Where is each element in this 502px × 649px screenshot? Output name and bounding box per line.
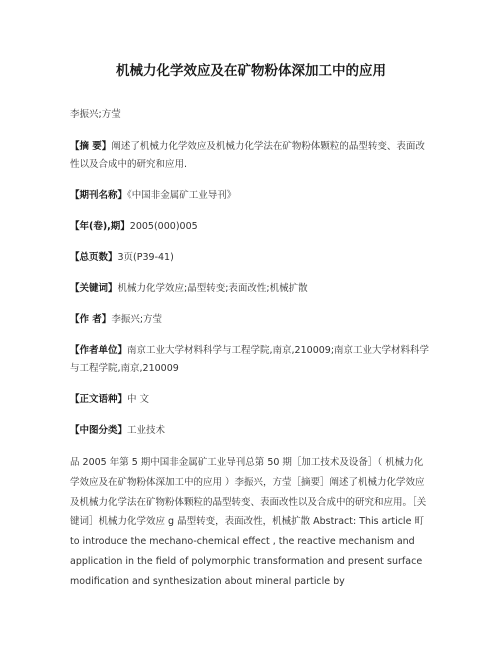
field-label: 【中图分类】	[70, 425, 128, 436]
field-journal	[70, 187, 432, 205]
field-label: 【关键词】	[70, 283, 118, 294]
document-title: 机械力化学效应及在矿物粉体深加工中的应用	[116, 63, 386, 79]
field-label: 【正文语种】	[70, 394, 128, 405]
authors-line: 李振兴;方莹	[70, 109, 121, 120]
field-keywords	[70, 280, 432, 298]
field-label: 【总页数】	[70, 252, 118, 263]
field-value: 《中国非金属矿工业导刊》	[127, 190, 237, 201]
field-label: 【作者单位】	[70, 345, 128, 356]
field-value: 2005(000)005	[129, 221, 198, 232]
field-affiliation	[70, 342, 432, 378]
field-page-count	[70, 249, 432, 267]
field-classification	[70, 422, 432, 440]
field-label: 【作 者】	[70, 314, 112, 325]
field-value: 李振兴;方莹	[111, 314, 163, 325]
field-value: 3页(P39-41)	[117, 252, 174, 263]
field-label: 【期刊名称】	[70, 190, 128, 201]
field-value: 工业技术	[127, 425, 166, 436]
field-language	[70, 391, 432, 409]
field-label: 【摘 要】	[70, 141, 112, 152]
field-value: 南京工业大学材料科学与工程学院,南京,210009;南京工业大学材料科学与工程学院,南京,210009	[70, 345, 430, 374]
body-text: 品 2005 年第 5 期中国非金属矿工业导刊总第 50 期［加工技术及设备］（ 机械力化学效应及在矿物粉体深加工中的应用 ）李振兴，方莹［摘要］阐述了机械力化学效应及机械力化学法在矿物粉体颗粒的晶型转变、表面改性以及合成中的研究和应用。［关键词］机械力化学效应 g 晶型转变，表面改性，机械扩散 Abstract: This article 町 to introduce the mechano-chemical effect , the reactive mechanism and application in the field of polymorphic transformation and present surface modification and synthesization about mineral particle by	[70, 457, 427, 587]
field-abstract	[70, 138, 432, 174]
field-year-volume-issue	[70, 218, 432, 236]
field-value: 机械力化学效应;晶型转变;表面改性;机械扩散	[117, 283, 308, 294]
field-authors	[70, 311, 432, 329]
field-value: 中 文	[127, 394, 150, 405]
field-value: 阐述了机械力化学效应及机械力化学法在矿物粉体颗粒的晶型转变、表面改性以及合成中的研究和应用.	[70, 141, 425, 170]
field-label: 【年(卷),期】	[70, 221, 130, 232]
